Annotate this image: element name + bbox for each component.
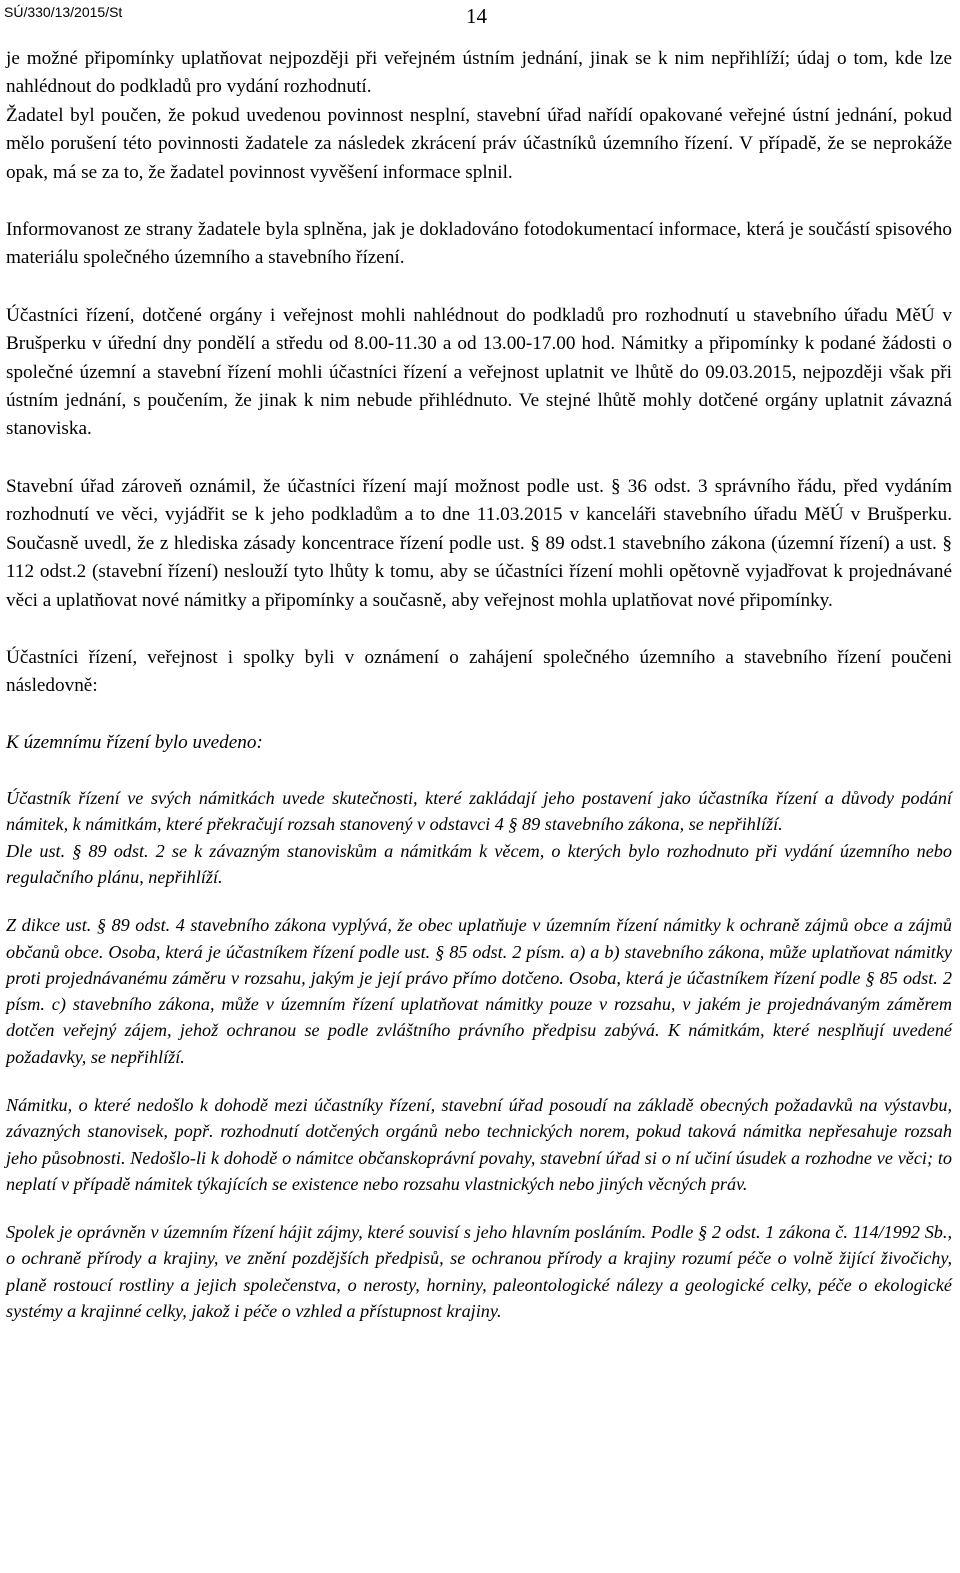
italic-paragraph-participant: Účastník řízení ve svých námitkách uvede skutečnosti, které zakládají jeho postavení jako účastníka řízení a důvody podání námitek, k námitkám, které překračují rozsah stanovený v odstavci 4 § 89 stavebního zákona, se nepřihlíží. — [6, 788, 952, 835]
italic-paragraph-association: Spolek je oprávněn v územním řízení hájit zájmy, které souvisí s jeho hlavním posláním. Podle § 2 odst. 1 zákona č. 114/1992 Sb., o ochraně přírody a krajiny, ve znění pozdějších předpisů, se ochranou přírody a krajiny rozumí péče o volně žijící živočichy, planě rostoucí rostliny a jejich společenstva, o nerosty, horniny, paleontologické nálezy a geologické celky, péče o ekologické systémy a krajinné celky, jakož i péče o vzhled a přístupnost krajiny. — [6, 1222, 952, 1322]
italic-paragraph-dispute: Námitku, o které nedošlo k dohodě mezi účastníky řízení, stavební úřad posoudí na základě obecných požadavků na výstavbu, závazných stanovisek, popř. rozhodnutí dotčených orgánů nebo technických norem, pokud taková námitka nepřesahuje rozsah jeho působnosti. Nedošlo-li k dohodě o námitce občanskoprávní povahy, stavební úřad si o ní učiní úsudek a rozhodne ve věci; to neplatí v případě námitek týkajících se existence nebo rozsahu vlastnických nebo jiných věcných práv. — [6, 1094, 952, 1194]
document-body — [6, 45, 952, 1324]
italic-heading: K územnímu řízení bylo uvedeno: — [6, 731, 263, 753]
paragraph-objections-deadline: je možné připomínky uplatňovat nejpozději při veřejném ústním jednání, jinak se k nim nepřihlíží; údaj o tom, kde lze nahlédnout do podkladů pro vydání rozhodnutí. — [6, 48, 952, 98]
italic-section — [6, 730, 952, 1325]
paragraph-inspection-hours: Účastníci řízení, dotčené orgány i veřejnost mohli nahlédnout do podkladů pro rozhodnutí u stavebního úřadu MěÚ v Brušperku v úřední dny pondělí a středu od 8.00-11.30 a od 13.00-17.00 hod. Námitky a připomínky k podané žádosti o společné územní a stavební řízení mohli účastníci řízení a veřejnost uplatnit ve lhůtě do 09.03.2015, nejpozději však při ústním jednání, s poučením, že jinak k nim nebude přihlédnuto. Ve stejné lhůtě mohly dotčené orgány uplatnit závazná stanoviska. — [6, 304, 952, 440]
document-reference: SÚ/330/13/2015/St — [4, 4, 123, 20]
paragraph-applicant-duty: Žadatel byl poučen, že pokud uvedenou povinnost nesplní, stavební úřad nařídí opakované veřejné ústní jednání, pokud mělo porušení této povinnosti žadatele za následek zkrácení práv účastníků územního řízení. V případě, že se neprokáže opak, má se za to, že žadatel povinnost vyvěšení informace splnil. — [6, 104, 952, 183]
italic-paragraph-municipality: Z dikce ust. § 89 odst. 4 stavebního zákona vyplývá, že obec uplatňuje v územním řízení námitky k ochraně zájmů obce a zájmů občanů obce. Osoba, která je účastníkem řízení podle ust. § 85 odst. 2 písm. a) a b) stavebního zákona, může uplatňovat námitky proti projednávanému záměru v rozsahu, jakým je její právo přímo dotčeno. Osoba, která je účastníkem řízení podle § 85 odst. 2 písm. c) stavebního zákona, může v územním řízení uplatňovat námitky pouze v rozsahu, v jakém je projednávaným záměrem dotčen veřejný zájem, jehož ochranou se podle zvláštního právního předpisu zabývá. K námitkám, které nesplňují uvedené požadavky, se nepřihlíží. — [6, 915, 952, 1067]
paragraph-awareness: Informovanost ze strany žadatele byla splněna, jak je dokladováno fotodokumentací informace, která je součástí spisového materiálu společného územního a stavebního řízení. — [6, 219, 952, 269]
page-number: 14 — [466, 4, 487, 28]
paragraph-statement-right: Stavební úřad zároveň oznámil, že účastníci řízení mají možnost podle ust. § 36 odst. 3 správního řádu, před vydáním rozhodnutí ve věci, vyjádřit se k jeho podkladům a to dne 11.03.2015 v kanceláři stavebního úřadu MěÚ v Brušperku. Současně uvedl, že z hlediska zásady koncentrace řízení podle ust. § 89 odst.1 stavebního zákona (územní řízení) a ust. § 112 odst.2 (stavební řízení) neslouží tyto lhůty k tomu, aby se účastníci řízení mohli opětovně vyjadřovat k projednávané věci a uplatňovat nové námitky a připomínky a současně, aby veřejnost mohla uplatňovat nové připomínky. — [6, 475, 952, 611]
italic-paragraph-plan: Dle ust. § 89 odst. 2 se k závazným stanoviskům a námitkám k věcem, o kterých bylo rozhodnuto při vydání územního nebo regulačního plánu, nepřihlíží. — [6, 840, 952, 887]
paragraph-instructions-intro: Účastníci řízení, veřejnost i spolky byli v oznámení o zahájení společného územního a stavebního řízení poučeni následovně: — [6, 646, 952, 697]
